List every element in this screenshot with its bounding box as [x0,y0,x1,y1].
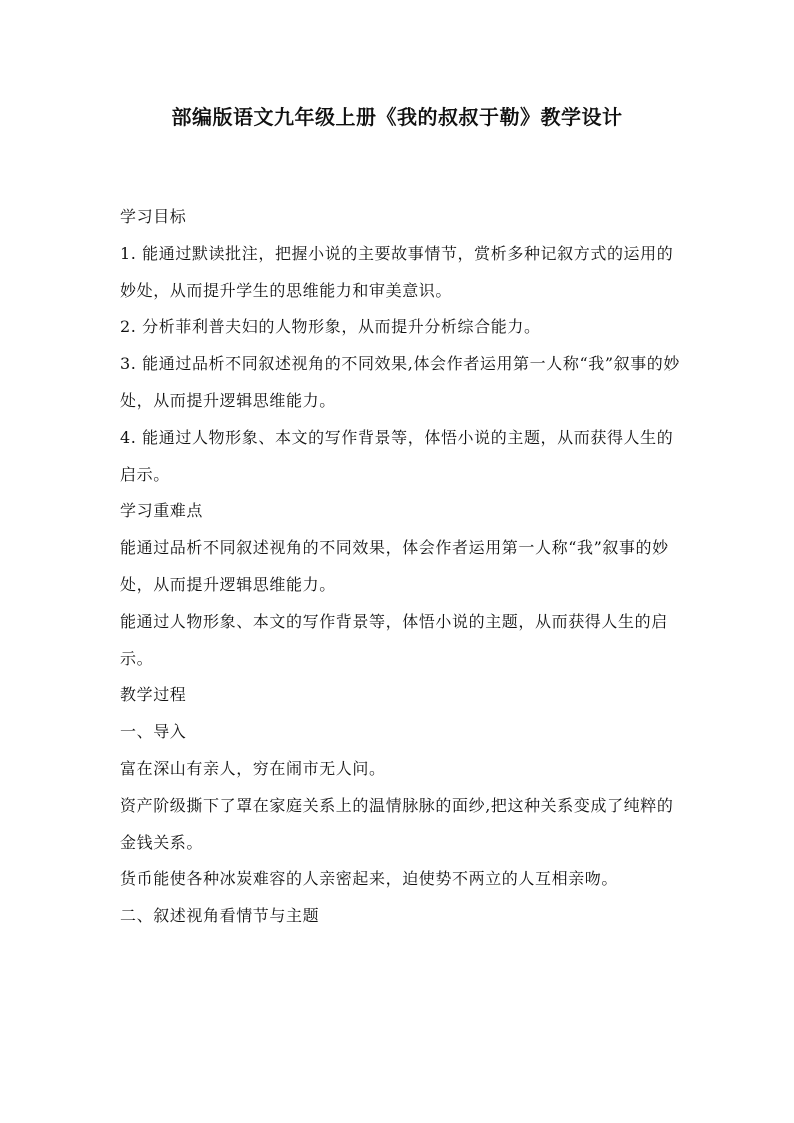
quote-2: 资产阶级撕下了罩在家庭关系上的温情脉脉的面纱,把这种关系变成了纯粹的金钱关系。 [120,795,674,852]
section-heading-learning-goals: 学习目标 [120,207,187,226]
document-title: 部编版语文九年级上册《我的叔叔于勒》教学设计 [171,105,623,129]
goal-item-2: 2. 分析菲利普夫妇的人物形象，从而提升分析综合能力。 [120,317,541,337]
key-point-1: 能通过品析不同叙述视角的不同效果，体会作者运用第一人称“我”叙事的妙处，从而提升逻辑思维能力。 [120,538,669,594]
subheading-narrative-perspective: 二、叙述视角看情节与主题 [120,906,320,926]
goal-item-4: 4. 能通过人物形象、本文的写作背景等，体悟小说的主题，从而获得人生的启示。 [120,427,674,484]
section-heading-key-points: 学习重难点 [120,501,204,521]
goal-item-3: 3. 能通过品析不同叙述视角的不同效果,体会作者运用第一人称“我”叙事的妙处，从而提升逻辑思维能力。 [120,354,680,410]
goal-item-1: 1. 能通过默读批注，把握小说的主要故事情节，赏析多种记叙方式的运用的妙处，从而提升学生的思维能力和审美意识。 [120,243,674,300]
quote-3: 货币能使各种冰炭难容的人亲密起来，迫使势不两立的人互相亲吻。 [120,869,619,889]
subheading-introduction: 一、导入 [120,722,187,742]
section-heading-teaching-process: 教学过程 [120,685,187,705]
key-point-2: 能通过人物形象、本文的写作背景等，体悟小说的主题，从而获得人生的启示。 [120,611,668,668]
document-body [120,199,680,935]
quote-1: 富在深山有亲人，穷在闹市无人问。 [120,758,386,778]
